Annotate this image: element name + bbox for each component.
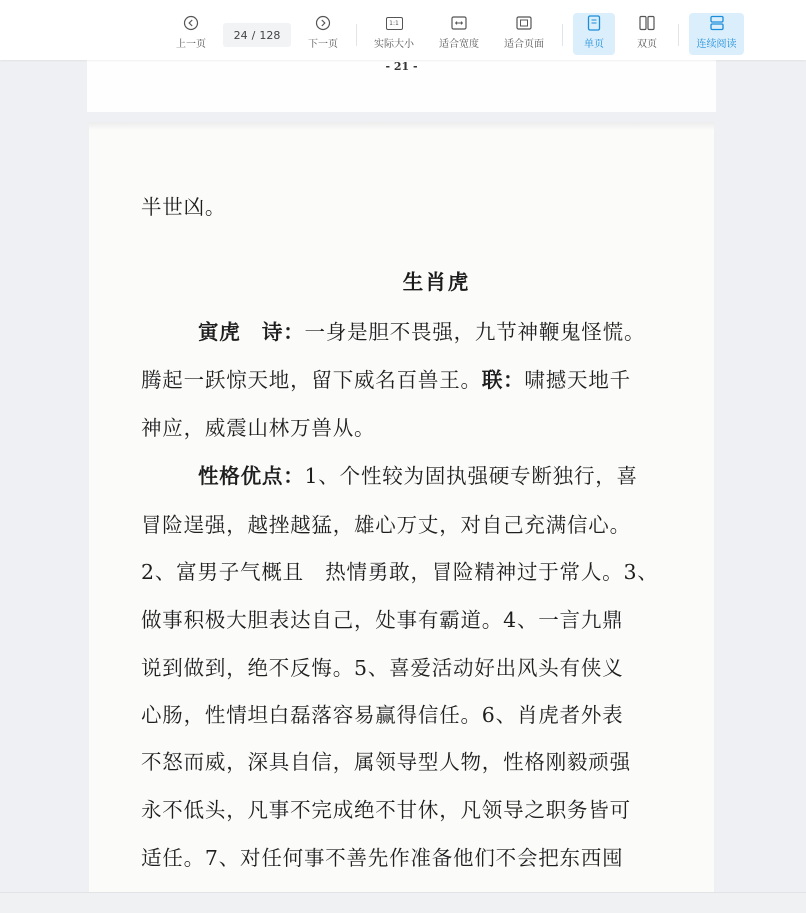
text-line: 说到做到，绝不反悔。5、喜爱活动好出风头有侠义 xyxy=(141,656,624,680)
poem-colon: ： xyxy=(283,320,305,344)
double-page-icon xyxy=(639,13,655,33)
continuous-reading-label: 连续阅读 xyxy=(696,39,737,50)
toolbar-divider xyxy=(678,24,679,46)
fit-width-button[interactable] xyxy=(433,13,485,55)
page-total: 128 xyxy=(259,28,281,42)
poem-line xyxy=(141,363,631,393)
double-page-button[interactable] xyxy=(626,13,668,55)
toolbar-divider xyxy=(356,24,357,46)
viewer-toolbar xyxy=(0,0,806,60)
double-page-label: 双页 xyxy=(637,39,657,50)
page-number: - 21 - xyxy=(385,60,418,73)
text-line: 适任。7、对任何事不善先作准备他们不会把东西囤 xyxy=(141,846,624,870)
continuous-reading-button[interactable] xyxy=(689,13,744,55)
single-page-button[interactable] xyxy=(573,13,615,55)
fit-width-icon xyxy=(451,13,467,33)
couplet-label: 联： xyxy=(481,368,525,392)
next-page-label: 下一页 xyxy=(308,39,338,50)
actual-size-button[interactable] xyxy=(368,13,420,55)
poem-label: 寅虎 诗 xyxy=(198,320,284,344)
text-line: 不怒而威，深具自信，属领导型人物，性格刚毅顽强 xyxy=(141,750,631,774)
page-separator: / xyxy=(251,28,256,42)
trait-line xyxy=(198,459,638,489)
fit-page-label: 适合页面 xyxy=(504,39,544,50)
actual-size-label: 实际大小 xyxy=(374,39,414,50)
text-line: 做事积极大胆表达自己，处事有霸道。4、一言九鼎 xyxy=(141,608,624,632)
poem-text: 一身是胆不畏强，九节神鞭鬼怪慌。 xyxy=(304,320,646,344)
continuous-reading-icon xyxy=(709,13,725,33)
page-counter[interactable] xyxy=(223,23,291,47)
text-line: 永不低头，凡事不完成绝不甘休，凡领导之职务皆可 xyxy=(141,798,631,822)
scan-edge xyxy=(89,122,714,130)
prev-page-button[interactable] xyxy=(170,13,212,55)
chevron-right-circle-icon xyxy=(315,13,331,33)
text-line: 2、富男子气概且 热情勇敢，冒险精神过于常人。3、 xyxy=(141,560,659,584)
fit-page-button[interactable] xyxy=(498,13,550,55)
trait-label: 性格优点： xyxy=(198,464,305,488)
next-page-button[interactable] xyxy=(302,13,344,55)
chevron-left-circle-icon xyxy=(183,13,199,33)
single-page-icon xyxy=(587,13,601,33)
status-strip xyxy=(0,892,806,913)
fit-page-icon xyxy=(516,13,532,33)
previous-page xyxy=(87,60,716,112)
text-line: 半世凶。 xyxy=(141,195,227,219)
fit-width-label: 适合宽度 xyxy=(439,39,479,50)
single-page-label: 单页 xyxy=(584,39,604,50)
poem-text: 腾起一跃惊天地，留下威名百兽王。 xyxy=(141,368,482,392)
text-line: 冒险逞强，越挫越猛，雄心万丈，对自己充满信心。 xyxy=(141,513,631,537)
prev-page-label: 上一页 xyxy=(176,39,206,50)
text-line: 心肠，性情坦白磊落容易赢得信任。6、肖虎者外表 xyxy=(141,703,624,727)
couplet-text: 啸撼天地千 xyxy=(524,368,631,392)
section-heading: 生肖虎 xyxy=(402,270,471,294)
actual-size-icon: 1:1 xyxy=(386,13,403,33)
trait-text: 1、个性较为固执强硬专断独行，喜 xyxy=(304,464,638,488)
toolbar-divider xyxy=(562,24,563,46)
poem-line xyxy=(198,315,645,345)
document-page xyxy=(89,122,714,892)
page-current: 24 xyxy=(233,28,248,42)
text-line: 神应，威震山林万兽从。 xyxy=(141,416,376,440)
